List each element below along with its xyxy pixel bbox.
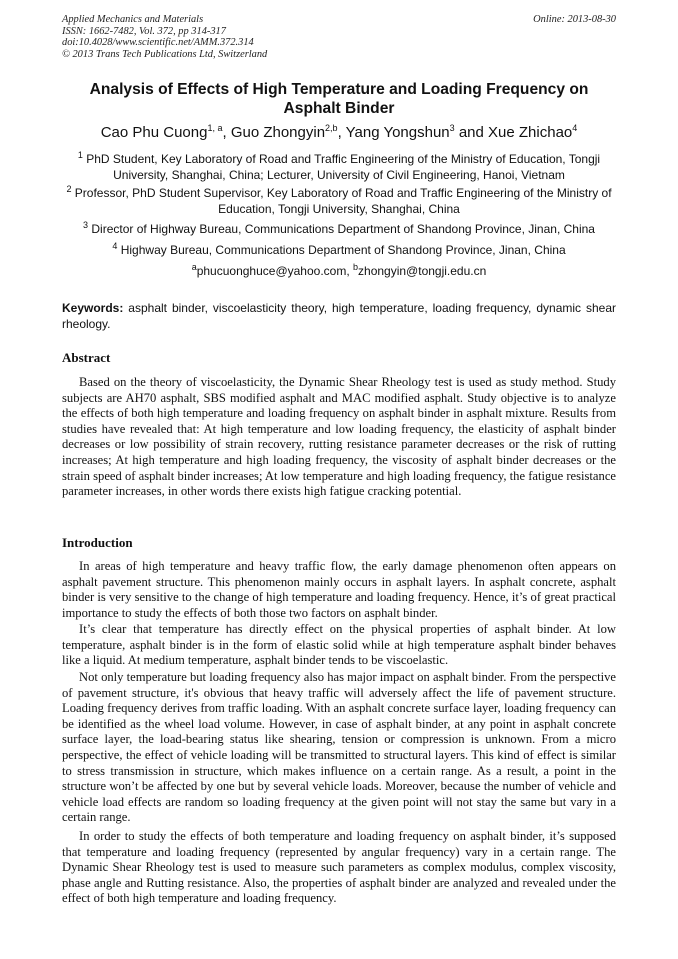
author-separator: , [337,124,346,141]
intro-paragraph: It’s clear that temperature has directly effect on the physical properties of asphalt binder. At low temperature, asphalt binder is in the form of elastic solid while at high temperature asphalt binder behaves like a liquid. At medium temperature, asphalt binder tends to be viscoelastic. [62,622,616,668]
affiliation-text: PhD Student, Key Laboratory of Road and Traffic Engineering of the Ministry of Education, Tongji University, Shanghai, China; Lecturer, University of Civil Engineering, Hanoi, Vietnam [86,152,601,182]
affiliation-3 [62,222,616,238]
author-separator: and [454,124,489,141]
email-marker: a [191,262,197,272]
affiliation-marker: 4 [112,241,118,251]
author-name: Guo Zhongyin [230,124,326,141]
affiliation-text: Highway Bureau, Communications Department of Shandong Province, Jinan, China [120,243,566,257]
author-marker: 4 [572,123,578,133]
email-address: zhongyin@tongji.edu.cn [358,264,487,278]
keywords-label: Keywords: [62,301,124,315]
author-separator: , [222,124,231,141]
intro-paragraph: In areas of high temperature and heavy traffic flow, the early damage phenomenon often appears on asphalt pavement structure. This phenomenon mainly occurs in asphalt layers. In asphalt concrete, asphalt binder is very sensitive to the change of high temperature and loading frequency. Hence, it’s of great practical importance to study the effects of both those two factors on asphalt binder. [62,559,616,620]
journal-copyright: © 2013 Trans Tech Publications Ltd, Switzerland [62,48,268,60]
abstract-heading: Abstract [62,350,111,365]
journal-name: Applied Mechanics and Materials [62,14,204,25]
keywords-text: asphalt binder, viscoelasticity theory, high temperature, loading frequency, dynamic shear rheology. [62,301,616,331]
keywords [62,301,616,332]
journal-header [62,14,616,60]
email-separator: , [346,264,353,278]
affiliation-1 [62,152,616,183]
author-marker: 1, a [207,123,223,133]
intro-paragraph: Not only temperature but loading frequency also has major impact on asphalt binder. From the perspective of pavement structure, it's obvious that heavy traffic will adversely affect the life of pavement structure. Loading frequency derives from traffic loading. With an asphalt concrete surface layer, loading frequency can be identified as the wheel load volume. However, in case of asphalt binder, at any point in asphalt concrete surface layer, the load-bearing status like shearing, tension or compression is unknown. From a micro perspective, the effect of vehicle loading will be transmitted to structural layers. This kind of effect is similar to stress transmission in structure, which makes influence on a certain range. As a result, a point in the structure won’t be affected by one but by several vehicle loads. Moreover, because the number of vehicle and vehicle load effects are random so loading frequency at the given point will not stay the same but vary in a certain range. [62,670,616,825]
intro-paragraph: In order to study the effects of both temperature and loading frequency on asphalt binder, it’s supposed that temperature and loading frequency (represented by angular frequency) vary in a certain range. The Dynamic Shear Rheology test is used to measure such parameters as complex modulus, complex viscosity, phase angle and Rutting resistance. Also, the properties of asphalt binder are analyzed and revealed under the effect of both high temperature and loading frequency. [62,829,616,906]
introduction-heading: Introduction [62,535,133,550]
online-date: Online: 2013-08-30 [533,14,616,25]
author-marker: 2,b [325,123,338,133]
author-list [62,124,616,142]
abstract-text: Based on the theory of viscoelasticity, the Dynamic Shear Rheology test is used as study method. Study subjects are AH70 asphalt, SBS modified asphalt and MAC modified asphalt. Study objective is to analyze the effects of both high temperature and loading frequency on asphalt binder in asphalt mixture. Results from studies have revealed that: At high temperature and low loading frequency, the elasticity of asphalt binder decreases or low possibility of strain recovery, rutting resistance parameter decreases or the risk of rutting increases; At high temperature and high loading frequency, the viscosity of asphalt binder decreases or the strain speed of asphalt binder increases; At low temperature and high loading frequency, the fatigue resistance parameter increases, in other words there exists high fatigue cracking potential. [62,375,616,499]
affiliation-2 [62,186,616,217]
affiliation-marker: 2 [66,184,72,194]
journal-doi: doi:10.4028/www.scientific.net/AMM.372.314 [62,37,254,49]
author-name: Cao Phu Cuong [100,124,208,141]
affiliation-marker: 1 [77,150,83,160]
affiliation-marker: 3 [83,220,89,230]
email-line [62,264,616,280]
email-address: phucuonghuce@yahoo.com [196,264,347,278]
author-marker: 3 [449,123,455,133]
paper-title: Analysis of Effects of High Temperature and Loading Frequency on Asphalt Binder [89,81,589,117]
author-name: Xue Zhichao [488,124,573,141]
author-name: Yang Yongshun [345,124,450,141]
journal-issn: ISSN: 1662-7482, Vol. 372, pp 314-317 [62,25,226,37]
affiliation-text: Professor, PhD Student Supervisor, Key Laboratory of Road and Traffic Engineering of the Ministry of Education, Tongji University, Shanghai, China [74,186,612,216]
affiliation-4 [62,243,616,259]
affiliation-text: Director of Highway Bureau, Communications Department of Shandong Province, Jinan, China [91,222,595,236]
email-marker: b [353,262,359,272]
